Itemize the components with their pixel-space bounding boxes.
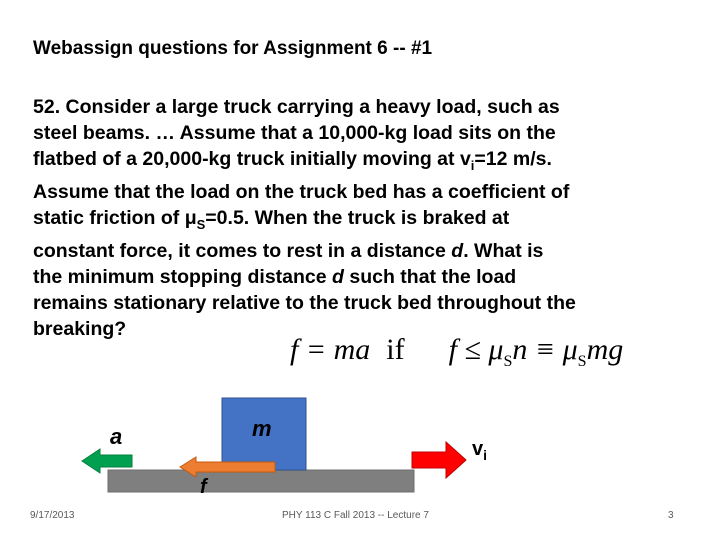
footer-date: 9/17/2013	[30, 510, 75, 521]
mass-label: m	[252, 416, 272, 441]
friction-label: f	[200, 476, 207, 498]
problem-line: breaking?	[33, 317, 127, 340]
problem-line: 52. Consider a large truck carrying a heavy load, such as	[33, 96, 560, 118]
problem-line: the minimum stopping distance d such that the load	[33, 265, 517, 288]
problem-line: constant force, it comes to rest in a distance d. What is	[33, 239, 544, 262]
problem-line: flatbed of a 20,000-kg truck initially moving at $v_i=12$ m/s.	[33, 148, 552, 173]
problem-line: Assume that the load on the truck bed has a coefficient of	[33, 180, 570, 203]
problem-line: steel beams. … Assume that a 10,000-kg load sits on the	[33, 122, 556, 144]
problem-line: remains stationary relative to the truck bed throughout the	[33, 291, 576, 314]
problem-line: static friction of $\mu_S=0.5$. When the truck is braked at	[33, 206, 510, 232]
footer-page-number: 3	[668, 510, 674, 521]
velocity-label: $v_i$	[472, 438, 488, 463]
acceleration-label: a	[110, 424, 123, 449]
slide-title: Webassign questions for Assignment 6 -- #1	[33, 38, 433, 59]
velocity-arrow	[412, 442, 466, 478]
friction-formula: f = ma if $f \le \mu_Sn \equiv \mu_Smg$	[290, 333, 624, 370]
truck-bed	[108, 470, 414, 492]
footer-course: PHY 113 C Fall 2013 -- Lecture 7	[282, 510, 429, 521]
acceleration-arrow	[82, 449, 132, 473]
mu-symbol: μ	[184, 206, 197, 229]
